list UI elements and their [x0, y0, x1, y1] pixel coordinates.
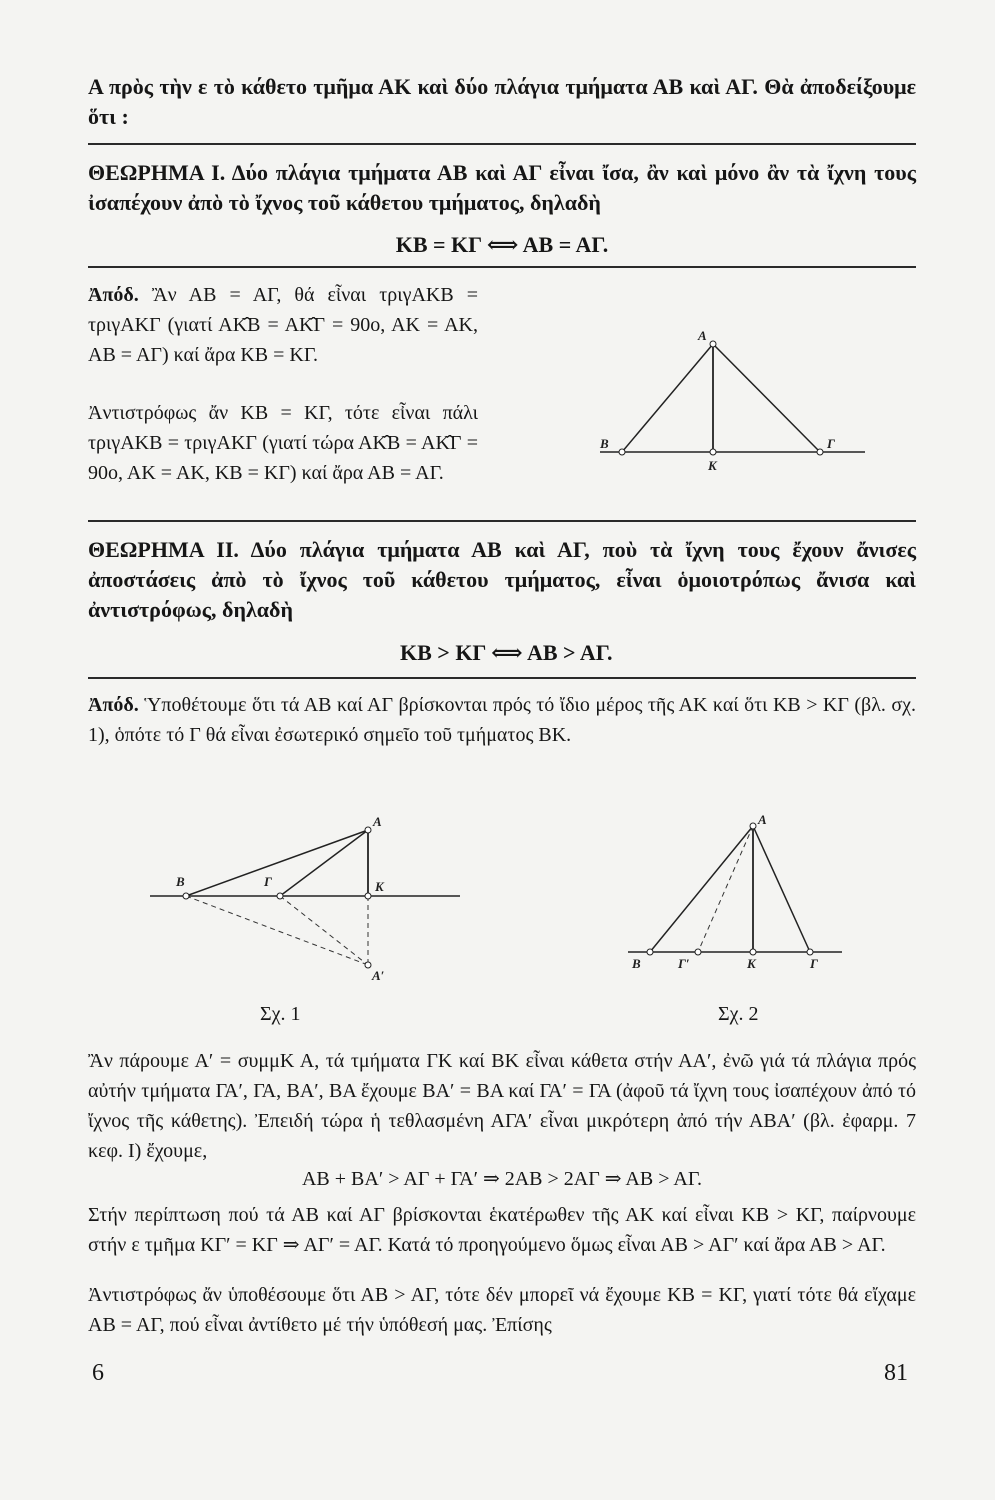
segment-AG: [713, 344, 820, 452]
footer-left-number: 6: [92, 1360, 104, 1386]
point-G-prime: [695, 949, 701, 955]
label-G: Γ: [827, 436, 835, 451]
theorem-1-heading: ΘΕΩΡΗΜΑ Ι.: [88, 160, 226, 185]
label-A: A: [373, 814, 382, 829]
divider: [88, 520, 916, 522]
point-A: [750, 823, 756, 829]
label-G-prime: Γ′: [678, 956, 690, 970]
label-A: A: [698, 328, 707, 343]
theorem-2-heading: ΘΕΩΡΗΜΑ ΙΙ.: [88, 537, 239, 562]
formula-3: ΑΒ + ΒΑ′ > ΑΓ + ΓΑ′ ⇒ 2ΑΒ > 2ΑΓ ⇒ ΑΒ > ΑΓ.: [301, 1168, 702, 1190]
point-G: [277, 893, 283, 899]
point-G: [817, 449, 823, 455]
segment-AB: [186, 830, 368, 896]
point-B: [619, 449, 625, 455]
theorem-1-text: Δύο πλάγια τμήματα ΑΒ καὶ ΑΓ εἶναι ἴσα, ἂν καὶ μόνο ἂν τὰ ἴχνη τους ἰσαπέχουν ἀπὸ τὸ ἴχνος τοῦ κάθετου τμήματος, δηλαδὴ: [88, 160, 916, 215]
divider: [88, 266, 916, 268]
divider: [88, 677, 916, 679]
theorem-2-text: Δύο πλάγια τμήματα ΑΒ καὶ ΑΓ, ποὺ τὰ ἴχνη τους ἔχουν ἄνισες ἀποστάσεις ἀπὸ τὸ ἴχνος τοῦ κάθετου τμήματος, εἶναι ὁμοιοτρόπως ἄνισα καὶ ἀντιστρόφως, δηλαδὴ: [88, 537, 917, 622]
segment-AG: [280, 830, 368, 896]
proof-1: [88, 280, 478, 370]
proof-2-label: Ἀπόδ.: [88, 694, 139, 716]
label-B: B: [632, 956, 641, 970]
proof-1-part-1: Ἂν ΑΒ = ΑΓ, θά εἶναι τριγΑΚΒ = τριγΑΚΓ (γιατί ΑΚ̂Β = ΑΚ̂Γ = 90ο, ΑΚ = ΑΚ, ΑΒ = ΑΓ) καί ἄρα ΚΒ = ΚΓ.: [88, 284, 479, 366]
proof-2-text: Ὑποθέτουμε ὅτι τά ΑΒ καί ΑΓ βρίσκονται πρός τό ἴδιο μέρος τῆς ΑΚ καί ὅτι ΚΒ > ΚΓ (βλ. σχ. 1), ὁπότε τό Γ θά εἶναι ἐσωτερικό σημεῖο τοῦ τμήματος ΒΚ.: [88, 694, 916, 746]
caption-2: Σχ. 2: [718, 1003, 759, 1025]
theorem-1-formula: ΚΒ = ΚΓ ⟺ ΑΒ = ΑΓ.: [395, 232, 609, 257]
label-G: Γ: [264, 874, 272, 889]
point-K: [750, 949, 756, 955]
label-K: K: [747, 956, 756, 970]
figure-0: [580, 320, 880, 485]
point-K: [710, 449, 716, 455]
point-K: [365, 893, 371, 899]
theorem-2: [88, 535, 916, 625]
theorem-1: [88, 158, 916, 218]
divider: [88, 143, 916, 145]
point-A: [365, 827, 371, 833]
point-B: [647, 949, 653, 955]
label-K: K: [375, 879, 384, 894]
paragraph-4: Στήν περίπτωση πού τά ΑΒ καί ΑΓ βρίσκονται ἑκατέρωθεν τῆς ΑΚ καί εἶναι ΚΒ > ΚΓ, παίρνουμε στήν ε τμῆμα ΚΓ′ = ΚΓ ⇒ ΑΓ′ = ΑΓ. Κατά τό προηγούμενο ὅμως εἶναι ΑΒ > ΑΓ′ καί ἄρα ΑΒ > ΑΓ.: [88, 1204, 916, 1256]
segment-AB: [650, 826, 753, 952]
segment-BA-prime: [186, 896, 368, 965]
proof-1-part-2: Ἀντιστρόφως ἄν ΚΒ = ΚΓ, τότε εἶναι πάλι τριγΑΚΒ = τριγΑΚΓ (γιατί τώρα ΑΚ̂Β = ΑΚ̂Γ = 90ο, ΑΚ = ΑΚ, ΚΒ = ΚΓ) καί ἄρα ΑΒ = ΑΓ.: [88, 402, 478, 484]
segment-AB: [622, 344, 713, 452]
point-G: [807, 949, 813, 955]
label-B: B: [176, 874, 185, 889]
label-G: Γ: [810, 956, 818, 970]
theorem-2-formula: ΚΒ > ΚΓ ⟺ ΑΒ > ΑΓ.: [400, 640, 613, 665]
page-number: 81: [884, 1360, 908, 1386]
proof-1-label: Ἀπόδ.: [88, 284, 139, 306]
point-A: [710, 341, 716, 347]
caption-1: Σχ. 1: [260, 1003, 301, 1025]
point-B: [183, 893, 189, 899]
label-A-prime: A′: [372, 968, 385, 983]
segment-AG: [753, 826, 810, 952]
paragraph-5: Ἀντιστρόφως ἄν ὑποθέσουμε ὅτι ΑΒ > ΑΓ, τότε δέν μπορεῖ νά ἔχουμε ΚΒ = ΚΓ, γιατί τότε θά εἴχαμε ΑΒ = ΑΓ, πού εἶναι ἀντίθετο μέ τήν ὑπόθεσή μας. Ἐπίσης: [88, 1284, 916, 1336]
segment-AG-prime: [698, 826, 753, 952]
intro-paragraph: Α πρὸς τὴν ε τὸ κάθετο τμῆμα ΑΚ καὶ δύο πλάγια τμήματα ΑΒ καὶ ΑΓ. Θὰ ἀποδείξουμε ὅτι :: [88, 74, 916, 129]
label-K: K: [708, 458, 717, 473]
figure-2: [620, 810, 850, 970]
paragraph-3: Ἂν πάρουμε Α′ = συμμΚ Α, τά τμήματα ΓΚ καί ΒΚ εἶναι κάθετα στήν ΑΑ′, ἐνῶ γιά τά πλάγια πρός αὐτήν τμήματα ΓΑ′, ΓΑ, ΒΑ′, ΒΑ ἔχουμε ΒΑ′ = ΒΑ καί ΓΑ′ = ΓΑ (ἀφοῦ τά ἴχνη τους ἰσαπέχουν ἀπό τό ἴχνος τῆς κάθετης). Ἐπειδή τώρα ἡ τεθλασμένη ΑΓΑ′ εἶναι μικρότερη ἀπό τήν ΑΒΑ′ (βλ. ἐφαρμ. 7 κεφ. Ι) ἔχουμε,: [88, 1050, 916, 1162]
proof-2: [88, 690, 916, 750]
point-A-prime: [365, 962, 371, 968]
figure-1: [140, 800, 470, 990]
segment-GA-prime: [280, 896, 368, 965]
label-B: B: [600, 436, 609, 451]
label-A: A: [758, 812, 767, 827]
